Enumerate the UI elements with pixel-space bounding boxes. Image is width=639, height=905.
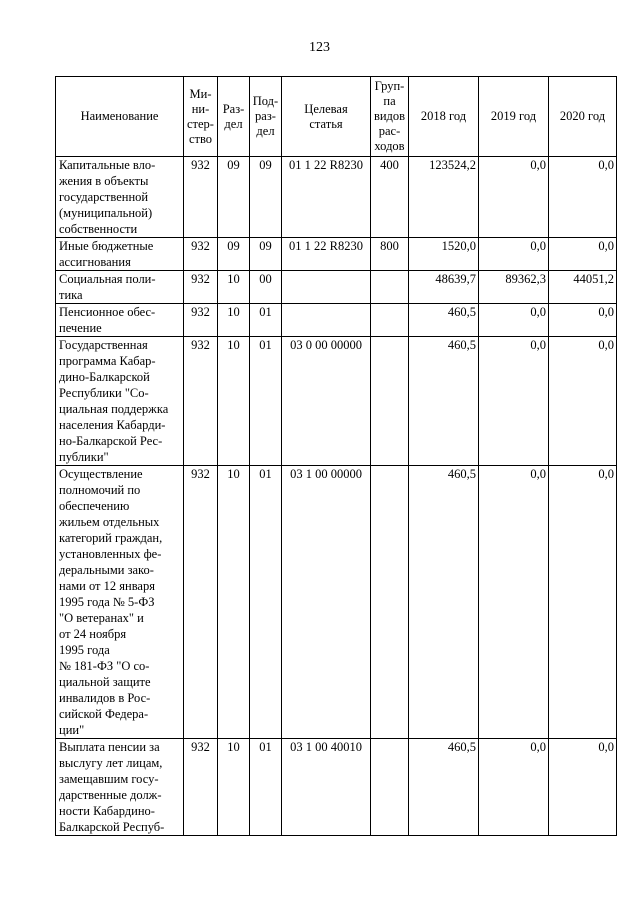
cell-group: 800 [371,238,409,271]
cell-name: Государственная программа Кабар- дино-Балкарской Республики "Со- циальная поддержка населения Кабарди- но-Балкарской Рес- публики" [56,337,184,466]
cell-section: 10 [218,739,250,836]
cell-name: Иные бюджетные ассигнования [56,238,184,271]
budget-table [55,76,617,836]
cell-section: 10 [218,271,250,304]
cell-target: 03 0 00 00000 [282,337,371,466]
table-header-row [56,77,617,157]
cell-subsection: 09 [250,157,282,238]
cell-y2020: 0,0 [549,466,617,739]
header-target: Целевая статья [282,77,371,157]
cell-ministry: 932 [184,739,218,836]
cell-name: Социальная поли- тика [56,271,184,304]
table-row [56,238,617,271]
cell-group [371,466,409,739]
cell-name: Осуществление полномочий по обеспечению жильем отдельных категорий граждан, установленных фе- деральными зако- нами от 12 января 1995 года № 5-ФЗ "О ветеранах" и от 24 ноября 1995 года № 181-ФЗ "О со- циальной защите инвалидов в Рос- сийской Федера- ции" [56,466,184,739]
table-row [56,337,617,466]
cell-y2018: 460,5 [409,466,479,739]
cell-y2018: 1520,0 [409,238,479,271]
cell-subsection: 01 [250,739,282,836]
cell-target: 01 1 22 R8230 [282,238,371,271]
cell-ministry: 932 [184,271,218,304]
cell-subsection: 01 [250,304,282,337]
cell-name: Капитальные вло- жения в объекты государственной (муниципальной) собственности [56,157,184,238]
cell-y2019: 0,0 [479,304,549,337]
cell-target: 03 1 00 40010 [282,739,371,836]
cell-y2019: 0,0 [479,466,549,739]
cell-name: Пенсионное обес- печение [56,304,184,337]
cell-section: 10 [218,337,250,466]
cell-target [282,304,371,337]
cell-group [371,304,409,337]
page-number: 123 [309,40,330,55]
cell-ministry: 932 [184,466,218,739]
cell-target [282,271,371,304]
cell-y2018: 48639,7 [409,271,479,304]
cell-ministry: 932 [184,337,218,466]
cell-section: 09 [218,238,250,271]
cell-y2018: 460,5 [409,739,479,836]
cell-y2019: 0,0 [479,739,549,836]
cell-y2018: 123524,2 [409,157,479,238]
header-subsection: Под- раз- дел [250,77,282,157]
cell-y2019: 0,0 [479,337,549,466]
cell-ministry: 932 [184,304,218,337]
cell-target: 03 1 00 00000 [282,466,371,739]
cell-y2020: 0,0 [549,337,617,466]
cell-group [371,739,409,836]
cell-y2019: 0,0 [479,238,549,271]
cell-y2020: 0,0 [549,304,617,337]
cell-subsection: 01 [250,337,282,466]
cell-y2019: 0,0 [479,157,549,238]
cell-subsection: 01 [250,466,282,739]
cell-y2020: 0,0 [549,238,617,271]
table-row [56,739,617,836]
cell-y2020: 0,0 [549,157,617,238]
cell-y2020: 44051,2 [549,271,617,304]
table-row [56,271,617,304]
header-name: Наименование [56,77,184,157]
table-row [56,157,617,238]
header-2018: 2018 год [409,77,479,157]
table-row [56,466,617,739]
cell-section: 10 [218,466,250,739]
header-ministry: Ми- ни- стер- ство [184,77,218,157]
table-row [56,304,617,337]
cell-ministry: 932 [184,157,218,238]
header-2020: 2020 год [549,77,617,157]
cell-group: 400 [371,157,409,238]
cell-group [371,271,409,304]
cell-y2019: 89362,3 [479,271,549,304]
cell-y2018: 460,5 [409,337,479,466]
cell-section: 09 [218,157,250,238]
cell-target: 01 1 22 R8230 [282,157,371,238]
header-group: Груп- па видов рас- ходов [371,77,409,157]
header-2019: 2019 год [479,77,549,157]
cell-group [371,337,409,466]
header-section: Раз- дел [218,77,250,157]
cell-name: Выплата пенсии за выслугу лет лицам, замещавшим госу- дарственные долж- ности Кабардино- Балкарской Респуб- [56,739,184,836]
cell-y2020: 0,0 [549,739,617,836]
cell-section: 10 [218,304,250,337]
cell-subsection: 00 [250,271,282,304]
cell-subsection: 09 [250,238,282,271]
cell-y2018: 460,5 [409,304,479,337]
cell-ministry: 932 [184,238,218,271]
